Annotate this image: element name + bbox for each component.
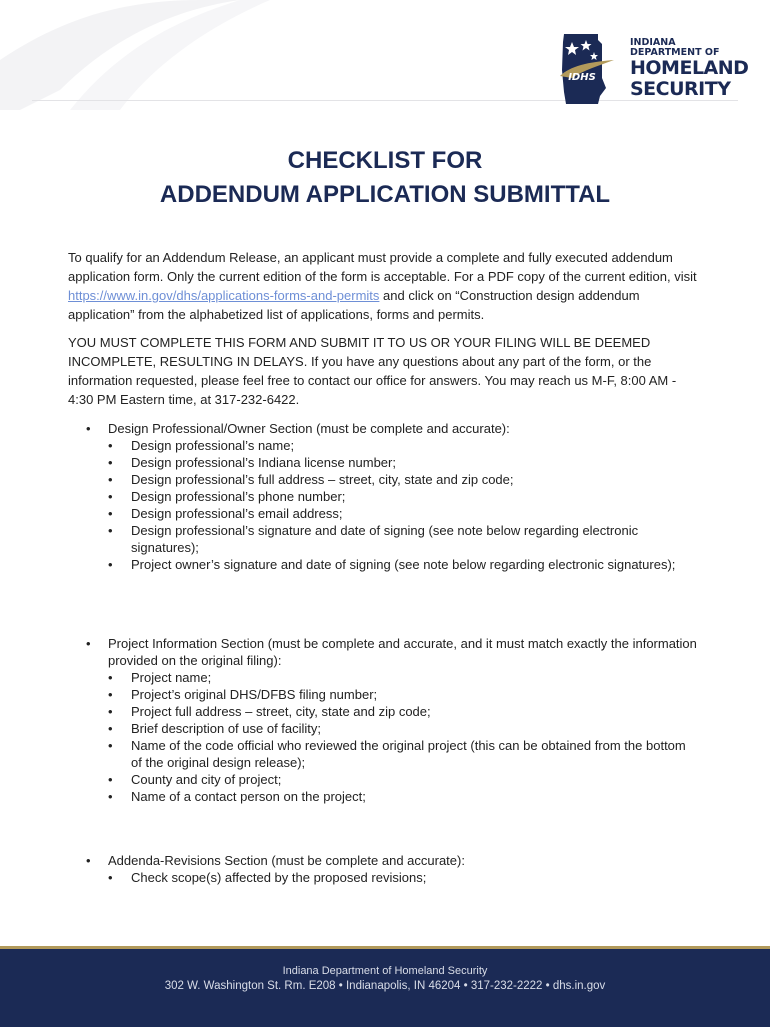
- footer-contact-info: 302 W. Washington St. Rm. E208 • Indianapolis, IN 46204 • 317-232-2222 • dhs.in.gov: [164, 980, 606, 992]
- list-item: • Project full address – street, city, state and zip code;: [68, 703, 698, 720]
- list-item: • Design professional’s phone number;: [68, 488, 698, 505]
- list-item: • Design professional’s signature and date of signing (see note below regarding electronic signatures);: [68, 522, 698, 556]
- page-title: [0, 144, 770, 212]
- checklist-section-design-professional: [68, 420, 698, 573]
- list-item: • Project’s original DHS/DFBS filing number;: [68, 686, 698, 703]
- list-item: • Design professional’s Indiana license number;: [68, 454, 698, 471]
- checklist-section-addenda-revisions: [68, 852, 698, 886]
- title-line-1: CHECKLIST FOR: [287, 147, 483, 174]
- indiana-state-emblem-icon: [558, 30, 616, 106]
- list-item: • Name of the code official who reviewed the original project (this can be obtained from the bottom of the original design release);: [68, 737, 698, 771]
- list-item: • Name of a contact person on the project;: [68, 788, 698, 805]
- footer-agency-name: Indiana Department of Homeland Security: [282, 965, 488, 977]
- list-item: • Brief description of use of facility;: [68, 720, 698, 737]
- page-footer: [0, 946, 770, 1027]
- list-item: • Project name;: [68, 669, 698, 686]
- idhs-logo: [558, 30, 749, 110]
- watermark-swoosh: [0, 0, 300, 110]
- logo-line-1: INDIANA DEPARTMENT OF: [630, 37, 720, 58]
- requirement-paragraph: YOU MUST COMPLETE THIS FORM AND SUBMIT IT TO US OR YOUR FILING WILL BE DEEMED INCOMPLETE, RESULTING IN DELAYS. If you have any questions about any part of the form, or the information requested, please feel free to contact our office for answers. You may reach us M-F, 8:00 AM - 4:30 PM Eastern time, at 317-232-6422.: [68, 335, 677, 407]
- list-item: • Project owner’s signature and date of signing (see note below regarding electronic signatures);: [68, 556, 698, 573]
- list-item: • Design professional’s full address – street, city, state and zip code;: [68, 471, 698, 488]
- intro-text-end: and click on “Construction design addendum application” from the alphabetized list of applications, forms and permits.: [68, 288, 640, 322]
- intro-text-start: To qualify for an Addendum Release, an applicant must provide a complete and fully executed addendum application form. Only the current edition of the form is acceptable. For a PDF copy of the current edition, visit: [68, 250, 697, 284]
- section-heading: • Addenda-Revisions Section (must be complete and accurate):: [68, 852, 698, 869]
- logo-line-2: HOMELAND: [630, 57, 749, 79]
- list-item: • Design professional’s email address;: [68, 505, 698, 522]
- title-line-2: ADDENDUM APPLICATION SUBMITTAL: [159, 181, 611, 208]
- section-heading: • Project Information Section (must be complete and accurate, and it must match exactly the information provided on the original filing):: [68, 635, 698, 669]
- forms-permits-link[interactable]: https://www.in.gov/dhs/applications-forms-and-permits: [68, 288, 380, 303]
- intro-paragraph: [68, 248, 698, 324]
- list-item: • Design professional’s name;: [68, 437, 698, 454]
- list-item: • Check scope(s) affected by the proposed revisions;: [68, 869, 698, 886]
- svg-text:IDHS: IDHS: [568, 72, 596, 83]
- list-item: • County and city of project;: [68, 771, 698, 788]
- logo-line-3: SECURITY: [630, 78, 731, 100]
- section-heading: • Design Professional/Owner Section (must be complete and accurate):: [68, 420, 698, 437]
- checklist-section-project-information: [68, 635, 698, 805]
